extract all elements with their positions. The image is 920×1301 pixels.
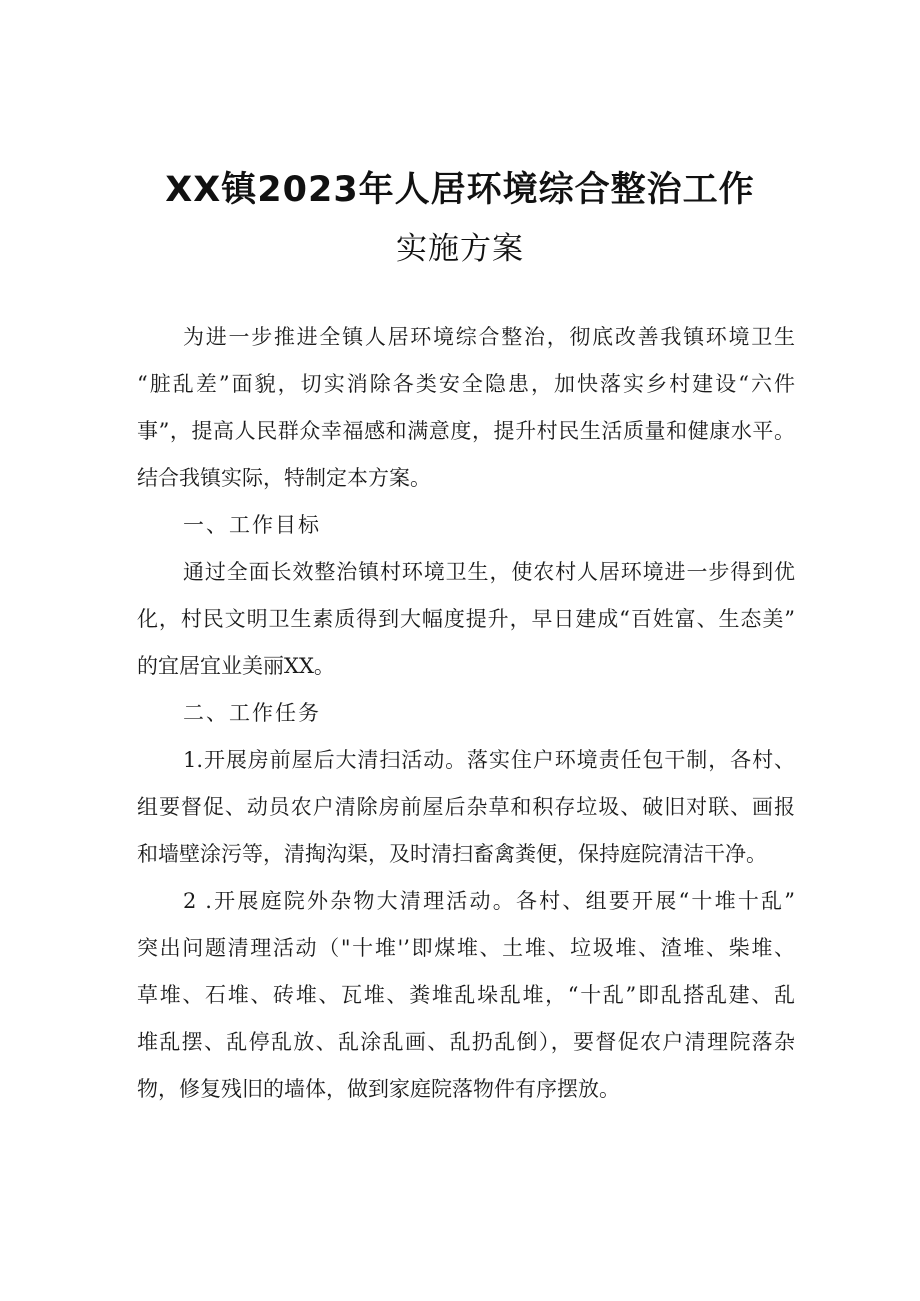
document-subtitle: 实施方案: [396, 231, 524, 267]
task1-line-3: 和墙壁涂污等，清掏沟渠，及时清扫畜禽粪便，保持庭院清洁干净。: [137, 842, 767, 866]
task1-line-2: 组要督促、动员农户清除房前屋后杂草和积存垃圾、破旧对联、画报: [137, 795, 795, 819]
document-title: XX镇2023年人居环境综合整治工作: [165, 170, 755, 210]
intro-line-1: 为进一步推进全镇人居环境综合整治，彻底改善我镇环境卫生: [183, 325, 795, 349]
task2-line-4: 堆乱摆、乱停乱放、乱涂乱画、乱扔乱倒），要督促农户清理院落杂: [137, 1030, 795, 1054]
task2-line-5: 物，修复残旧的墙体，做到家庭院落物件有序摆放。: [137, 1077, 620, 1101]
task2-line-2: 突出问题清理活动（"十堆'’即煤堆、土堆、垃圾堆、渣堆、柴堆、: [137, 936, 795, 960]
task2-line-3: 草堆、石堆、砖堆、瓦堆、粪堆乱垛乱堆，“十乱”即乱搭乱建、乱: [137, 983, 795, 1007]
section-heading-goals: 一、工作目标: [183, 513, 321, 537]
intro-line-2: “脏乱差”面貌，切实消除各类安全隐患，加快落实乡村建设“六件: [137, 372, 795, 396]
goals-line-3: 的宜居宜业美丽XX。: [137, 654, 335, 678]
goals-line-1: 通过全面长效整治镇村环境卫生，使农村人居环境进一步得到优: [183, 560, 795, 584]
section-heading-tasks: 二、工作任务: [183, 701, 321, 725]
intro-line-4: 结合我镇实际，特制定本方案。: [137, 466, 431, 490]
intro-line-3: 事”，提高人民群众幸福感和满意度，提升村民生活质量和健康水平。: [137, 419, 795, 443]
task2-line-1: 2 .开展庭院外杂物大清理活动。各村、组要开展“十堆十乱”: [183, 889, 795, 913]
goals-line-2: 化，村民文明卫生素质得到大幅度提升，早日建成“百姓富、生态美”: [137, 607, 795, 631]
task1-line-1: 1.开展房前屋后大清扫活动。落实住户环境责任包干制，各村、: [183, 748, 795, 772]
